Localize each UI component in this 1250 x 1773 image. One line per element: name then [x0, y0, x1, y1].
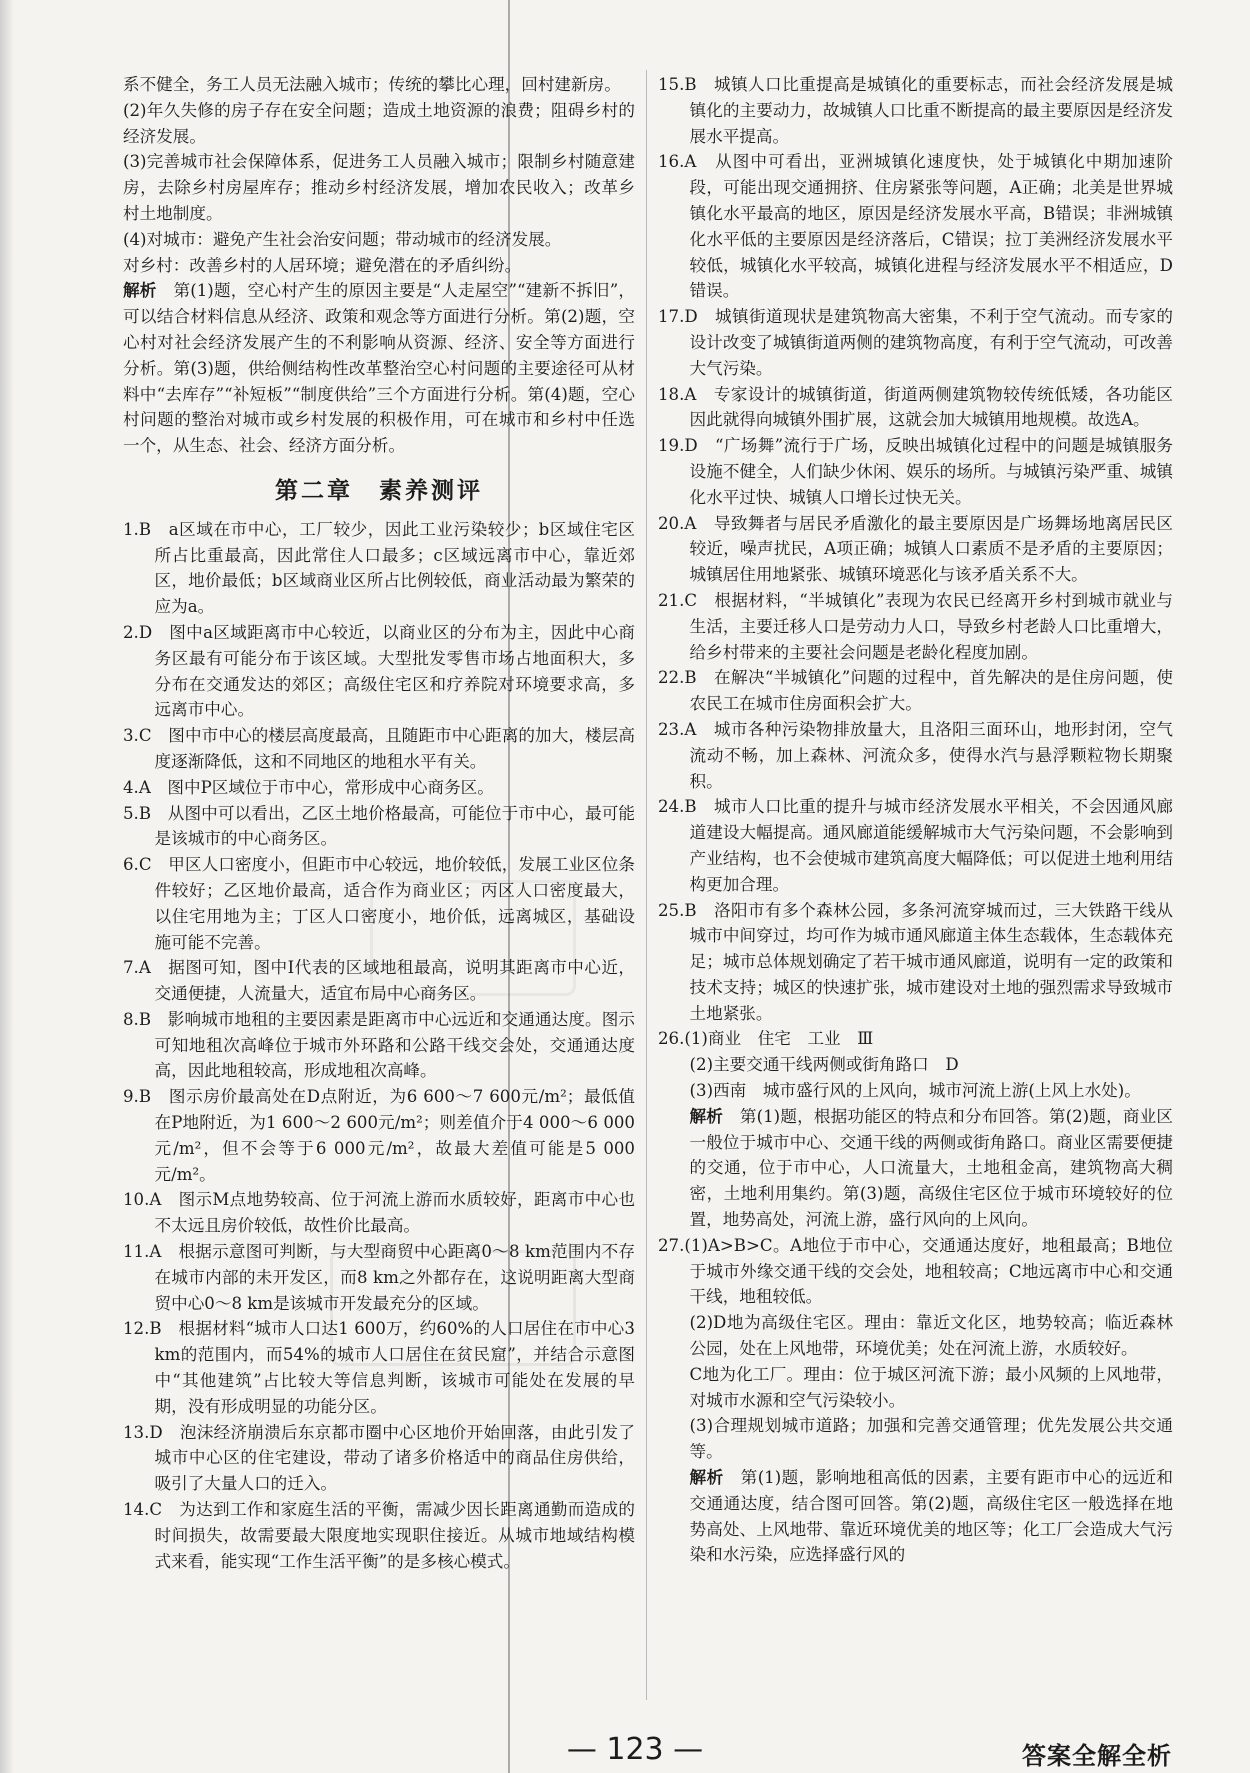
analysis-paragraph	[123, 278, 635, 459]
analysis-label: 解析	[689, 1106, 724, 1126]
continued-answer-line: (2)年久失修的房子存在安全问题；造成土地资源的浪费；阻碍乡村的经济发展。	[123, 100, 635, 146]
answer-item: 22.B 在解决“半城镇化”问题的过程中，首先解决的是住房问题，使农民工在城市住房面积会扩大。	[658, 668, 1173, 714]
answer-item: 13.D 泡沫经济崩溃后东京都市圈中心区地价开始回落，由此引发了城市中心区的住宅建设，带动了诸多价格适中的商品住房供给，吸引了大量人口的迁入。	[123, 1422, 635, 1494]
analysis-paragraph	[658, 1465, 1173, 1568]
analysis-text: 第(1)题，空心村产生的原因主要是“人走屋空”“建新不拆旧”，可以结合材料信息从经济、政策和观念等方面进行分析。第(2)题，空心村对社会经济发展产生的不利影响从资源、经济、安全等方面进行分析。第(3)题，供给侧结构性改革整治空心村问题的主要途径可从材料中“去库存”“补短板”“制度供给”三个方面进行分析。第(4)题，空心村问题的整治对城市或乡村发展的积极作用，可在城市和乡村中任选一个，从生态、社会、经济方面分析。	[123, 281, 636, 456]
continued-answer-line: 对乡村：改善乡村的人居环境；避免潜在的矛盾纠纷。	[123, 255, 522, 275]
answer-item-26: 26.(1)商业 住宅 工业 Ⅲ	[658, 1029, 874, 1049]
answer-item: 9.B 图示房价最高处在D点附近，为6 600～7 600元/m²；最低值在P地附近，为1 600～2 600元/m²；则差值介于4 000～6 000元/m²，但不会等于6 000元/m²，故最大差值可能是5 000元/m²。	[123, 1087, 635, 1184]
chapter-heading: 第二章 素养测评	[275, 477, 483, 504]
answer-item: 25.B 洛阳市有多个森林公园，多条河流穿城而过，三大铁路干线从城市中间穿过，均可作为城市通风廊道主体生态载体，生态载体充足；城市总体规划确定了若干城市通风廊道，说明有一定的政策和技术支持；城区的快速扩张，城市建设对土地的强烈需求导致城市土地紧张。	[658, 900, 1173, 1023]
answer-sub: (3)西南 城市盛行风的上风向，城市河流上游(上风上水处)。	[689, 1081, 1141, 1101]
answer-item: 5.B 从图中可以看出，乙区土地价格最高，可能位于市中心，最可能是该城市的中心商务区。	[123, 803, 635, 849]
answer-item-27: 27.(1)A>B>C。A地位于市中心，交通通达度好，地租最高；B地位于城市外缘交通干线的交会处，地租较高；C地远离市中心和交通干线，地租较低。	[658, 1235, 1173, 1307]
footer-title: 答案全解全析	[1022, 1742, 1172, 1770]
answer-item: 4.A 图中P区域位于市中心，常形成中心商务区。	[123, 777, 494, 797]
answer-item: 10.A 图示M点地势较高、位于河流上游而水质较好，距离市中心也不太远且房价较低，故性价比最高。	[123, 1190, 635, 1236]
answer-item: 21.C 根据材料，“半城镇化”表现为农民已经离开乡村到城市就业与生活，主要迁移人口是劳动力人口，导致乡村老龄人口比重增大，给乡村带来的主要社会问题是老龄化程度加剧。	[658, 590, 1173, 662]
answer-item: 6.C 甲区人口密度小，但距市中心较远，地价较低，发展工业区位条件较好；乙区地价最高，适合作为商业区；丙区人口密度最大，以住宅用地为主；丁区人口密度小，地价低，远离城区，基础设施可能不完善。	[123, 855, 635, 952]
answer-item: 24.B 城市人口比重的提升与城市经济发展水平相关，不会因通风廊道建设大幅提高。通风廊道能缓解城市大气污染问题，不会影响到产业结构，也不会使城市建筑高度大幅降低；可以促进土地利用结构更加合理。	[658, 797, 1173, 894]
continued-answer-line: (4)对城市：避免产生社会治安问题；带动城市的经济发展。	[123, 229, 562, 249]
answer-item: 23.A 城市各种污染物排放量大，且洛阳三面环山，地形封闭，空气流动不畅，加上森林、河流众多，使得水汽与悬浮颗粒物长期聚积。	[658, 719, 1173, 791]
answer-item: 3.C 图中市中心的楼层高度最高，且随距市中心距离的加大，楼层高度逐渐降低，这和不同地区的地租水平有关。	[123, 726, 635, 771]
page-number: — 123 —	[566, 1732, 704, 1767]
answer-sub: (2)D地为高级住宅区。理由：靠近文化区，地势较高；临近森林公园，处在上风地带，环境优美；处在河流上游，水质较好。	[689, 1313, 1173, 1359]
answer-item: 14.C 为达到工作和家庭生活的平衡，需减少因长距离通勤而造成的时间损失，故需要最大限度地实现职住接近。从城市地域结构模式来看，能实现“工作生活平衡”的是多核心模式。	[123, 1500, 635, 1571]
left-column	[123, 72, 635, 1574]
answer-item: 17.D 城镇街道现状是建筑物高大密集，不利于空气流动。而专家的设计改变了城镇街道两侧的建筑物高度，有利于空气流动，可改善大气污染。	[658, 307, 1173, 378]
answer-item: 1.B a区域在市中心，工厂较少，因此工业污染较少；b区域住宅区所占比重最高，因此常住人口最多；c区域远离市中心，靠近郊区，地价最低；b区域商业区所占比例较低，商业活动最为繁荣的应为a。	[123, 519, 635, 617]
answer-item: 8.B 影响城市地租的主要因素是距离市中心远近和交通通达度。图示可知地租次高峰位于城市外环路和公路干线交会处，交通通达度高，因此地租较高，形成地租次高峰。	[123, 1009, 635, 1081]
analysis-label: 解析	[123, 281, 157, 301]
answer-sub: (2)主要交通干线两侧或街角路口 D	[689, 1055, 959, 1075]
analysis-text: 第(1)题，影响地租高低的因素，主要有距市中心的远近和交通通达度，结合图可回答。第(2)题，高级住宅区一般选择在地势高处、上风地带、靠近环境优美的地区等；化工厂会造成大气污染和水污染，应选择盛行风的	[689, 1468, 1174, 1565]
analysis-paragraph	[658, 1104, 1173, 1233]
answer-sub: (3)合理规划城市道路；加强和完善交通管理；优先发展公共交通等。	[689, 1416, 1173, 1462]
answer-item: 19.D “广场舞”流行于广场，反映出城镇化过程中的问题是城镇服务设施不健全，人们缺少休闲、娱乐的场所。与城镇污染严重、城镇化水平过快、城镇人口增长过快无关。	[658, 436, 1173, 507]
page-edge-shadow	[0, 0, 14, 1773]
answer-item: 2.D 图中a区域距离市中心较近，以商业区的分布为主，因此中心商务区最有可能分布于该区域。大型批发零售市场占地面积大，多分布在交通发达的郊区；高级住宅区和疗养院对环境要求高，多远离市中心。	[123, 622, 635, 720]
continued-answer-line: 系不健全，务工人员无法融入城市；传统的攀比心理，回村建新房。	[123, 75, 621, 94]
answer-item: 20.A 导致舞者与居民矛盾激化的最主要原因是广场舞场地离居民区较近，噪声扰民，A项正确；城镇人口素质不是矛盾的主要原因；城镇居住用地紧张、城镇环境恶化与该矛盾关系不大。	[658, 513, 1173, 585]
answer-item: 15.B 城镇人口比重提高是城镇化的重要标志，而社会经济发展是城镇化的主要动力，故城镇人口比重不断提高的最主要原因是经济发展水平提高。	[658, 75, 1173, 146]
analysis-label: 解析	[689, 1468, 724, 1488]
column-divider	[646, 70, 647, 1700]
right-column	[658, 72, 1173, 1568]
answer-sub: C地为化工厂。理由：位于城区河流下游；最小风频的上风地带，对城市水源和空气污染较小。	[689, 1364, 1173, 1410]
continued-answer-line: (3)完善城市社会保障体系，促进务工人员融入城市；限制乡村随意建房，去除乡村房屋库存；推动乡村经济发展，增加农民收入；改革乡村土地制度。	[123, 152, 635, 223]
answer-item: 12.B 根据材料“城市人口达1 600万，约60%的人口居住在市中心3 km的范围内，而54%的城市人口居住在贫民窟”，并结合示意图中“其他建筑”占比较大等信息判断，该城市可能处在发展的早期，没有形成明显的功能分区。	[123, 1319, 635, 1416]
answer-item: 16.A 从图中可看出，亚洲城镇化速度快，处于城镇化中期加速阶段，可能出现交通拥挤、住房紧张等问题，A正确；北美是世界城镇化水平最高的地区，原因是经济发展水平高，B错误；非洲城镇化水平低的主要原因是经济落后，C错误；拉丁美洲经济发展水平较低，城镇化水平较高，城镇化进程与经济发展水平不相适应，D错误。	[658, 152, 1173, 301]
answer-item: 7.A 据图可知，图中Ⅰ代表的区域地租最高，说明其距离市中心近，交通便捷，人流量大，适宜布局中心商务区。	[123, 958, 635, 1004]
answer-item: 11.A 根据示意图可判断，与大型商贸中心距离0～8 km范围内不存在城市内部的未开发区，而8 km之外都存在，这说明距离大型商贸中心0～8 km是该城市开发最充分的区域。	[123, 1242, 635, 1313]
answer-item: 18.A 专家设计的城镇街道，街道两侧建筑物较传统低矮，各功能区因此就得向城镇外围扩展，这就会加大城镇用地规模。故选A。	[658, 384, 1173, 430]
analysis-text: 第(1)题，根据功能区的特点和分布回答。第(2)题，商业区一般位于城市中心、交通干线的两侧或街角路口。商业区需要便捷的交通，位于市中心，人口流量大，土地租金高，建筑物高大稠密，土地利用集约。第(3)题，高级住宅区位于城市环境较好的位置，地势高处，河流上游，盛行风向的上风向。	[689, 1106, 1173, 1230]
